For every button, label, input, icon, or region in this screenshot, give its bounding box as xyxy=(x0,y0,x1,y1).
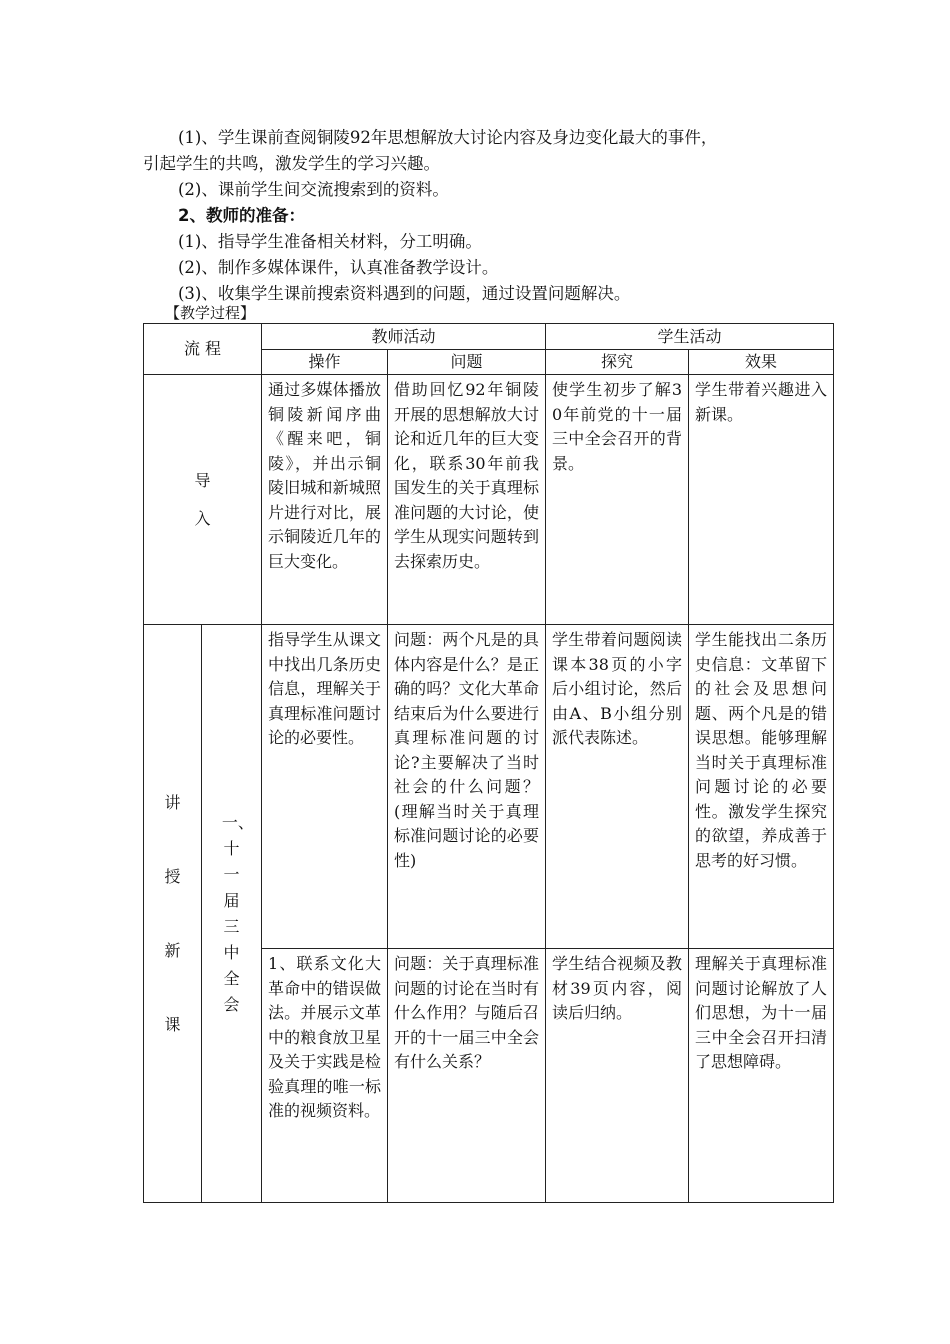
intro-line-1: (1)、学生课前查阅铜陵92年思想解放大讨论内容及身边变化最大的事件， xyxy=(178,128,718,147)
lesson-process-table xyxy=(143,323,834,1203)
header-teacher-activity: 教师活动 xyxy=(262,324,546,350)
cell-operation: 通过多媒体播放铜陵新闻序曲《醒来吧，铜陵》，并出示铜陵旧城和新城照片进行对比，展示铜陵近几年的巨大变化。 xyxy=(262,375,388,625)
process-label: 【教学过程】 xyxy=(165,304,256,322)
teacher-prep-item-2: (2)、制作多媒体课件，认真准备教学设计。 xyxy=(178,258,499,277)
header-effect: 效果 xyxy=(689,350,834,375)
teacher-prep-heading: 2、教师的准备： xyxy=(178,206,305,225)
cell-question: 问题：两个凡是的具体内容是什么？是正确的吗？文化大革命结束后为什么要进行真理标准问题的讨论?主要解决了当时社会的什么问题？(理解当时关于真理标准问题讨论的必要性) xyxy=(388,625,546,949)
sub-stage-third-plenum xyxy=(202,625,262,1203)
teacher-prep-item-1: (1)、指导学生准备相关材料，分工明确。 xyxy=(178,232,482,251)
cell-explore: 学生结合视频及教材39页内容，阅读后归纳。 xyxy=(546,949,689,1203)
cell-operation: 1、联系文化大革命中的错误做法。并展示文革中的粮食放卫星及关于实践是检验真理的唯一标准的视频资料。 xyxy=(262,949,388,1203)
header-student-activity: 学生活动 xyxy=(546,324,834,350)
header-flow: 流 程 xyxy=(144,324,262,375)
cell-explore: 学生带着问题阅读课本38页的小字后小组讨论，然后由A、B小组分别派代表陈述。 xyxy=(546,625,689,949)
cell-question: 问题：关于真理标准问题的讨论在当时有什么作用？与随后召开的十一届三中全会有什么关系？ xyxy=(388,949,546,1203)
header-operation: 操作 xyxy=(262,350,388,375)
header-explore: 探究 xyxy=(546,350,689,375)
cell-effect: 学生带着兴趣进入新课。 xyxy=(689,375,834,625)
table-row xyxy=(144,375,834,625)
cell-operation: 指导学生从课文中找出几条历史信息，理解关于真理标准问题讨论的必要性。 xyxy=(262,625,388,949)
stage-new-lesson xyxy=(144,625,202,1203)
teacher-prep-item-3: (3)、收集学生课前搜索资料遇到的问题，通过设置问题解决。 xyxy=(178,284,631,303)
intro-line-1-cont: 引起学生的共鸣，激发学生的学习兴趣。 xyxy=(143,154,440,173)
cell-effect: 理解关于真理标准问题讨论解放了人们思想，为十一届三中全会召开扫清了思想障碍。 xyxy=(689,949,834,1203)
header-question: 问题 xyxy=(388,350,546,375)
intro-line-2: (2)、课前学生间交流搜索到的资料。 xyxy=(178,180,449,199)
stage-intro xyxy=(144,375,262,625)
stage-intro-label: 导入 xyxy=(194,470,211,528)
table-row xyxy=(144,625,834,949)
cell-explore: 使学生初步了解30年前党的十一届三中全会召开的背景。 xyxy=(546,375,689,625)
cell-question: 借助回忆92年铜陵开展的思想解放大讨论和近几年的巨大变化，联系30年前我国发生的关于真理标准问题的大讨论，使学生从现实问题转到去探索历史。 xyxy=(388,375,546,625)
cell-effect: 学生能找出二条历史信息：文革留下的社会及思想问题、两个凡是的错误思想。能够理解当时关于真理标准问题讨论的必要性。激发学生探究的欲望，养成善于思考的好习惯。 xyxy=(689,625,834,949)
stage-new-lesson-label: 讲授新课 xyxy=(164,792,181,1034)
sub-stage-label: 一、十一届三中全会 xyxy=(221,812,254,1014)
